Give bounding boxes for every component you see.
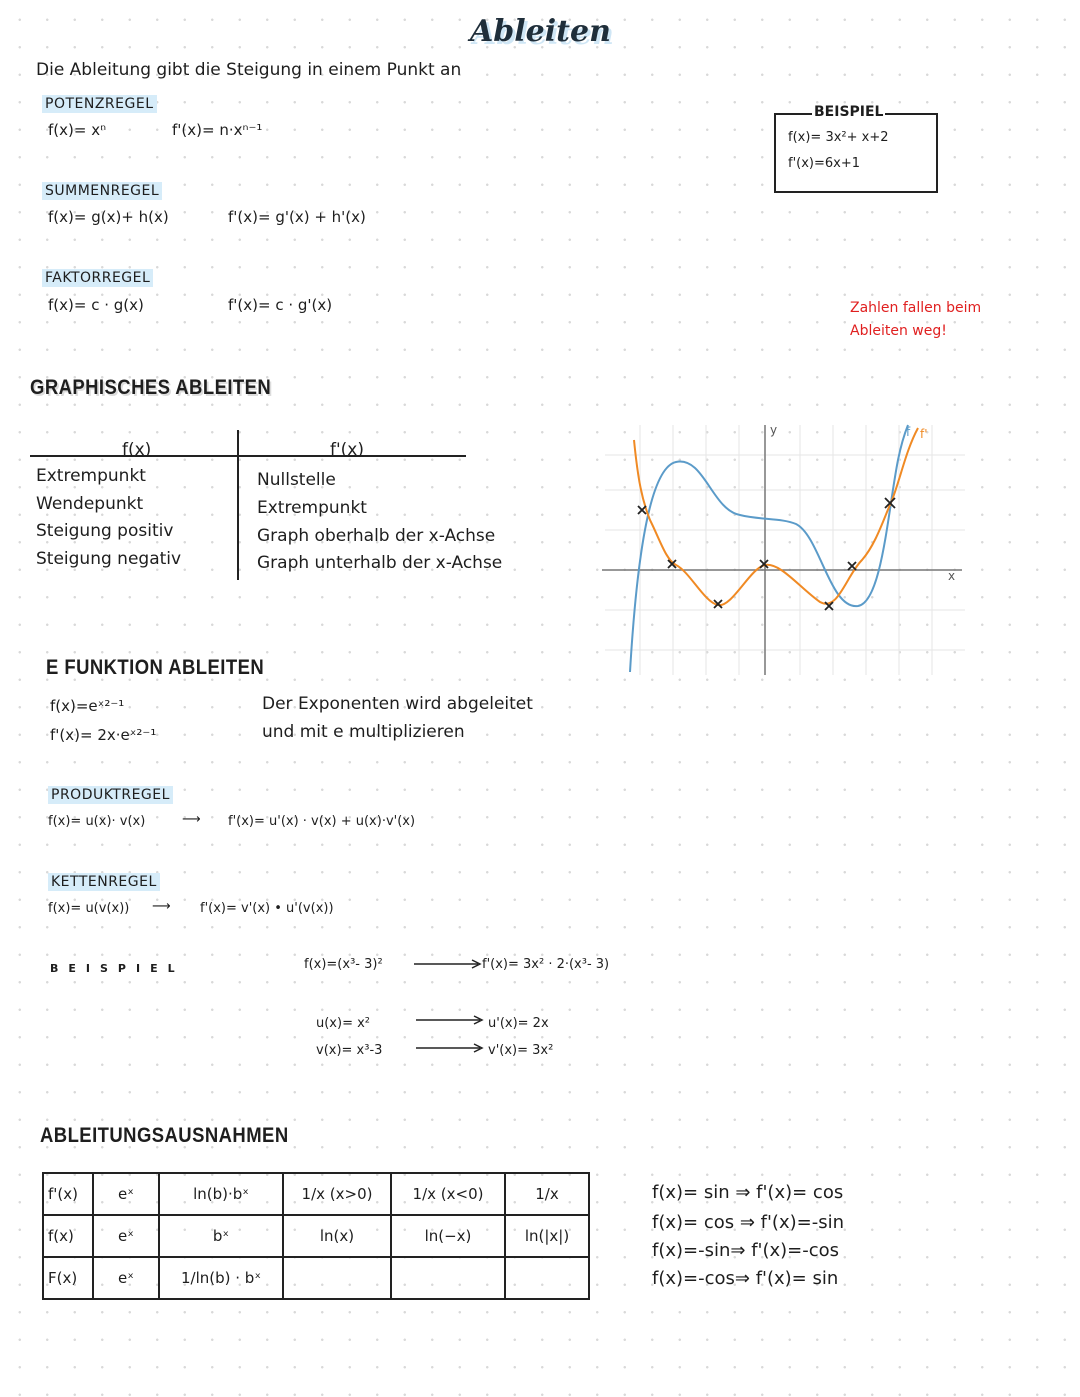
produktregel-label: PRODUKTREGEL (48, 786, 173, 804)
trig-line-4: f(x)=-cos⇒ f'(x)= sin (652, 1268, 839, 1289)
table-cell: eˣ (93, 1215, 159, 1257)
beispiel-box-f: f(x)= 3x²+ x+2 (788, 130, 889, 145)
beispiel2-uprime: u'(x)= 2x (488, 1016, 549, 1031)
efunktion-f: f(x)=eˣ²⁻¹ (50, 697, 125, 715)
faktorregel-label: FAKTORREGEL (42, 269, 153, 287)
produktregel-f: f(x)= u(x)· v(x) (48, 814, 146, 829)
table-row (43, 1257, 589, 1299)
summenregel-label: SUMMENREGEL (42, 182, 162, 200)
faktorregel-f: f(x)= c · g(x) (48, 296, 144, 314)
table-cell (505, 1257, 589, 1299)
note-line-2: Ableiten weg! (850, 323, 947, 339)
faktorregel-fprime: f'(x)= c · g'(x) (228, 296, 333, 314)
graphisch-right-1: Extrempunkt (257, 498, 367, 518)
graphisch-right-0: Nullstelle (257, 470, 336, 490)
table-cell: f(x) (43, 1215, 93, 1257)
trig-line-1: f(x)= sin ⇒ f'(x)= cos (652, 1182, 844, 1203)
table-cell: ln(|x|) (505, 1215, 589, 1257)
table-row (43, 1215, 589, 1257)
ausnahmen-heading: ABLEITUNGSAUSNAHMEN (40, 1124, 289, 1147)
efunktion-text-2: und mit e multiplizieren (262, 722, 465, 742)
graphisch-right-3: Graph unterhalb der x-Achse (257, 553, 503, 573)
graph-grid (605, 425, 965, 675)
graphisch-right-2: Graph oberhalb der x-Achse (257, 526, 496, 546)
beispiel2-arrow-2 (416, 1014, 486, 1026)
y-axis-label: y (770, 423, 778, 437)
table-cell: 1/x (x<0) (391, 1173, 505, 1215)
beispiel2-arrow-3 (416, 1042, 486, 1054)
summenregel-fprime: f'(x)= g'(x) + h'(x) (228, 208, 366, 226)
table-row (43, 1173, 589, 1215)
fprime-curve-label: f' (920, 427, 928, 441)
beispiel2-vprime: v'(x)= 3x² (488, 1043, 554, 1058)
graphisch-left-0: Extrempunkt (36, 466, 146, 486)
page-title: Ableiten (470, 14, 611, 49)
beispiel-box-fprime: f'(x)=6x+1 (788, 156, 861, 171)
graphisch-left-1: Wendepunkt (36, 494, 144, 514)
potenzregel-label: POTENZREGEL (42, 95, 157, 113)
table-cell: ln(x) (283, 1215, 391, 1257)
graph-markers (638, 498, 895, 610)
graphisch-col-fprime: f'(x) (330, 440, 364, 460)
efunktion-fprime: f'(x)= 2x·eˣ²⁻¹ (50, 726, 157, 744)
beispiel2-f: f(x)=(x³- 3)² (304, 957, 383, 972)
graphisch-col-f: f(x) (122, 440, 152, 460)
table-cell: ln(−x) (391, 1215, 505, 1257)
efunktion-heading: E FUNKTION ABLEITEN (46, 656, 265, 679)
kettenregel-label: KETTENREGEL (48, 873, 160, 891)
graphisch-left-3: Steigung negativ (36, 549, 182, 569)
beispiel2-fprime: f'(x)= 3x² · 2·(x³- 3) (482, 957, 610, 972)
trig-line-2: f(x)= cos ⇒ f'(x)=-sin (652, 1212, 844, 1233)
table-cell: 1/ln(b) · bˣ (159, 1257, 283, 1299)
beispiel-box (774, 113, 938, 193)
function-graph (600, 420, 970, 680)
table-cell: eˣ (93, 1173, 159, 1215)
kettenregel-fprime: f'(x)= v'(x) • u'(v(x)) (200, 901, 334, 916)
table-cell (283, 1257, 391, 1299)
intro-text: Die Ableitung gibt die Steigung in einem Punkt an (36, 60, 462, 80)
kettenregel-f: f(x)= u(v(x)) (48, 901, 130, 916)
table-cell: bˣ (159, 1215, 283, 1257)
potenzregel-f: f(x)= xⁿ (48, 121, 107, 139)
x-axis-label: x (948, 569, 956, 583)
produktregel-arrow: ⟶ (182, 812, 201, 827)
beispiel2-label: BEISPIEL (50, 962, 185, 975)
table-cell: eˣ (93, 1257, 159, 1299)
table-cell: F(x) (43, 1257, 93, 1299)
beispiel2-arrow-1 (414, 958, 484, 970)
table-cell: f'(x) (43, 1173, 93, 1215)
graphisch-left-2: Steigung positiv (36, 521, 174, 541)
trig-line-3: f(x)=-sin⇒ f'(x)=-cos (652, 1240, 840, 1261)
summenregel-f: f(x)= g(x)+ h(x) (48, 208, 169, 226)
beispiel2-v: v(x)= x³-3 (316, 1043, 383, 1058)
table-cell: ln(b)·bˣ (159, 1173, 283, 1215)
table-cell: 1/x (x>0) (283, 1173, 391, 1215)
table-cell (391, 1257, 505, 1299)
beispiel-box-title: BEISPIEL (814, 104, 884, 120)
efunktion-text-1: Der Exponenten wird abgeleitet (262, 694, 533, 714)
note-line-1: Zahlen fallen beim (850, 300, 982, 316)
produktregel-fprime: f'(x)= u'(x) · v(x) + u(x)·v'(x) (228, 814, 416, 829)
ausnahmen-table (42, 1172, 590, 1300)
kettenregel-arrow: ⟶ (152, 899, 171, 914)
beispiel2-u: u(x)= x² (316, 1016, 371, 1031)
table-cell: 1/x (505, 1173, 589, 1215)
potenzregel-fprime: f'(x)= n·xⁿ⁻¹ (172, 121, 263, 139)
f-curve-label: f (906, 425, 911, 439)
graphisch-heading: GRAPHISCHES ABLEITEN (30, 376, 272, 399)
